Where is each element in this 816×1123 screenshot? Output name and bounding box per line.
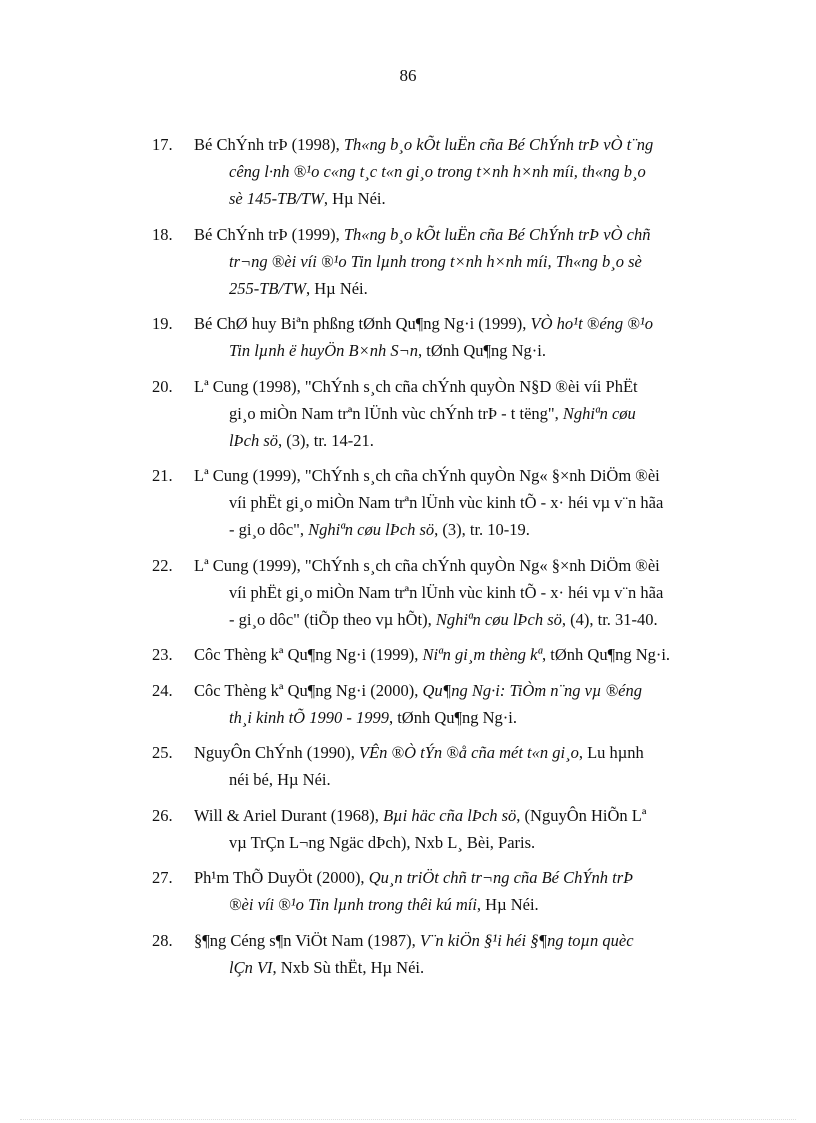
reference-line — [194, 864, 738, 891]
reference-line — [194, 829, 738, 856]
reference-text: , tØnh Qu¶ng Ng·i. — [542, 645, 671, 664]
reference-title-text: lÞch sö — [229, 430, 279, 450]
reference-text: víi phËt gi¸o miÒn Nam trªn lÜnh vùc kinh tÕ - x· héi vµ v¨n hãa — [229, 582, 664, 602]
reference-line — [194, 337, 738, 364]
reference-text: Bé ChØ huy Biªn phßng tØnh Qu¶ng Ng·i (1999), — [194, 314, 531, 333]
reference-text: Côc Thèng kª Qu¶ng Ng·i (1999), — [194, 645, 423, 664]
reference-title-text: tr¬ng ®èi víi ®¹o Tin lµnh trong t×nh h×nh míi, Th«ng b¸o sè — [229, 251, 642, 271]
reference-line — [194, 516, 738, 543]
reference-text: gi¸o miÒn Nam trªn lÜnh vùc chÝnh trÞ - t tëng", — [229, 403, 563, 423]
reference-item — [152, 641, 738, 668]
reference-number: 20. — [152, 376, 173, 396]
reference-text: Bé ChÝnh trÞ (1998), — [194, 135, 344, 154]
reference-number: 22. — [152, 555, 173, 575]
reference-text: , Hµ Néi. — [306, 278, 368, 298]
reference-item — [152, 131, 738, 212]
reference-number: 19. — [152, 314, 173, 333]
reference-line — [194, 427, 738, 454]
reference-title-text: ®èi víi ®¹o Tin lµnh trong thêi kú míi — [229, 895, 477, 914]
reference-title-text: lÇn VI — [229, 957, 273, 977]
reference-text: , (3), tr. 14-21. — [278, 430, 374, 450]
reference-list — [152, 131, 738, 989]
reference-title-text: Niªn gi¸m thèng kª — [422, 645, 543, 664]
reference-line — [194, 802, 738, 829]
reference-item — [152, 677, 738, 731]
reference-item — [152, 462, 738, 543]
reference-text: , tØnh Qu¶ng Ng·i. — [417, 341, 546, 360]
reference-title-text: Bµi häc cña lÞch sö — [383, 805, 517, 825]
reference-item — [152, 927, 738, 981]
reference-text: , Nxb Sù thËt, Hµ Néi. — [272, 957, 425, 977]
reference-title-text: V¨n kiÖn §¹i héi §¶ng toµn quèc — [419, 930, 634, 950]
reference-number: 18. — [152, 224, 173, 244]
reference-title-text: Th«ng b¸o kÕt luËn cña Bé ChÝnh trÞ vÒ chñ — [343, 224, 651, 244]
reference-text: - gi¸o dôc" (tiÕp theo vµ hÕt), — [229, 609, 436, 629]
reference-text: , (4), tr. 31-40. — [561, 609, 658, 629]
reference-title-text: Nghiªn cøu lÞch sö — [308, 520, 435, 539]
reference-text: Lª Cung (1999), "ChÝnh s¸ch cña chÝnh quyÒn Ng« §×nh DiÖm ®èi — [194, 555, 660, 575]
reference-number: 23. — [152, 645, 173, 664]
reference-title-text: cêng l·nh ®¹o c«ng t¸c t«n gi¸o trong t×nh h×nh míi, th«ng b¸o — [229, 162, 646, 181]
reference-item — [152, 739, 738, 793]
reference-title-text: VÊn ®Ò tÝn ®å cña mét t«n gi¸o — [359, 743, 579, 762]
reference-item — [152, 221, 738, 302]
reference-title-text: Nghiªn cøu — [562, 403, 636, 423]
reference-text: - gi¸o dôc", — [229, 520, 309, 539]
reference-number: 26. — [152, 805, 173, 825]
reference-line — [194, 462, 738, 489]
reference-text: §¶ng Céng s¶n ViÖt Nam (1987), — [194, 930, 420, 950]
reference-line — [194, 579, 738, 606]
reference-title-text: Tin lµnh ë huyÖn B×nh S¬n — [229, 341, 418, 360]
page-bottom-divider — [20, 1119, 796, 1120]
reference-text: , tØnh Qu¶ng Ng·i. — [388, 707, 517, 727]
reference-text: Côc Thèng kª Qu¶ng Ng·i (2000), — [194, 680, 423, 700]
reference-line — [194, 373, 738, 400]
reference-line — [194, 185, 738, 212]
reference-line — [194, 158, 738, 185]
reference-text: Lª Cung (1998), "ChÝnh s¸ch cña chÝnh quyÒn N§D ®èi víi PhËt — [194, 376, 638, 396]
reference-text: , Hµ Néi. — [323, 189, 386, 208]
reference-item — [152, 802, 738, 856]
reference-text: , Hµ Néi. — [476, 895, 539, 914]
reference-number: 25. — [152, 743, 173, 762]
reference-title-text: th¸i kinh tÕ 1990 - 1999 — [229, 707, 389, 727]
reference-line — [194, 248, 738, 275]
reference-number: 17. — [152, 135, 173, 154]
reference-text: víi phËt gi¸o miÒn Nam trªn lÜnh vùc kinh tÕ - x· héi vµ v¨n hãa — [229, 493, 664, 512]
reference-text: vµ TrÇn L¬ng Ngäc dÞch), Nxb L¸ Bèi, Paris. — [229, 832, 536, 852]
reference-text: Bé ChÝnh trÞ (1999), — [194, 224, 344, 244]
reference-line — [194, 310, 738, 337]
reference-item — [152, 373, 738, 454]
reference-line — [194, 275, 738, 302]
reference-number: 27. — [152, 868, 173, 887]
reference-title-text: VÒ ho¹t ®éng ®¹o — [530, 314, 654, 333]
reference-line — [194, 641, 738, 668]
reference-text: Will & Ariel Durant (1968), — [194, 805, 384, 825]
reference-line — [194, 739, 738, 766]
reference-line — [194, 891, 738, 918]
reference-line — [194, 606, 738, 633]
reference-title-text: sè 145-TB/TW — [229, 189, 324, 208]
reference-item — [152, 864, 738, 918]
reference-number: 21. — [152, 466, 173, 485]
reference-line — [194, 927, 738, 954]
reference-line — [194, 704, 738, 731]
page-number: 86 — [399, 66, 417, 85]
reference-text: NguyÔn ChÝnh (1990), — [194, 743, 359, 762]
reference-title-text: Qu¶ng Ng·i: TiÒm n¨ng vµ ®éng — [422, 680, 642, 700]
reference-line — [194, 552, 738, 579]
reference-text: Ph¹m ThÕ DuyÖt (2000), — [194, 868, 369, 887]
reference-item — [152, 552, 738, 633]
reference-line — [194, 400, 738, 427]
reference-text: Lª Cung (1999), "ChÝnh s¸ch cña chÝnh quyÒn Ng« §×nh DiÖm ®èi — [194, 466, 660, 485]
reference-line — [194, 766, 738, 793]
reference-text: néi bé, Hµ Néi. — [229, 770, 331, 789]
reference-title-text: Qu¸n triÖt chñ tr¬ng cña Bé ChÝnh trÞ — [368, 868, 634, 887]
reference-title-text: Th«ng b¸o kÕt luËn cña Bé ChÝnh trÞ vÒ t¨ng — [343, 135, 654, 154]
reference-line — [194, 221, 738, 248]
reference-number: 24. — [152, 680, 173, 700]
reference-title-text: Nghiªn cøu lÞch sö — [435, 609, 562, 629]
reference-title-text: 255-TB/TW — [229, 278, 307, 298]
reference-line — [194, 489, 738, 516]
reference-line — [194, 954, 738, 981]
reference-text: , (NguyÔn HiÕn Lª — [516, 805, 647, 825]
reference-line — [194, 677, 738, 704]
reference-item — [152, 310, 738, 364]
reference-number: 28. — [152, 930, 173, 950]
reference-text: , Lu hµnh — [578, 743, 644, 762]
reference-line — [194, 131, 738, 158]
reference-text: , (3), tr. 10-19. — [434, 520, 530, 539]
